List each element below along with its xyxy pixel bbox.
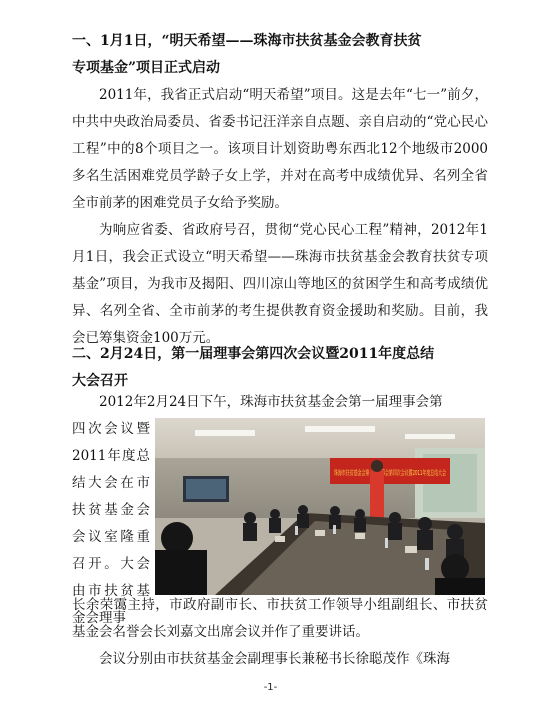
section2-paragraph-wrapped: 四次会议暨2011年度总结大会在市扶贫基金会会议室隆重召开。大会由市扶贫基金会理事 (72, 421, 150, 626)
section2-paragraph-next: 会议分别由市扶贫基金会副理事长兼秘书长徐聪茂作《珠海 (99, 651, 450, 667)
section2-heading-line2: 大会召开 (72, 373, 128, 389)
section2-heading-line1: 二、2月24日，第一届理事会第四次会议暨2011年度总结 (72, 346, 435, 362)
page-number: -1- (263, 682, 278, 693)
section1-paragraph-1: 2011年，我省正式启动“明天希望”项目。这是去年“七一”前夕，中共中央政治局委员、省委书记汪洋亲自点题、亲自启动的“党心民心工程”中的8个项目之一。该项目计划资助粤东西北12个地级市2000多名生活困难党员学龄子女上学，并对在高考中成绩优异、名列全省全市前茅的困难党员子女给予奖励。 (72, 87, 488, 211)
section2-paragraph-rest: 长余荣霭主持，市政府副市长、市扶贫工作领导小组副组长、市扶贫基金会名誉会长刘嘉文出席会议并作了重要讲话。 (72, 597, 488, 640)
meeting-photo (155, 418, 534, 595)
section2-heading (72, 341, 488, 395)
section1-heading (72, 28, 488, 82)
section1-paragraph-2: 为响应省委、省政府号召，贯彻“党心民心工程”精神，2012年1月1日，我会正式设立“明天希望——珠海市扶贫基金会教育扶贫专项基金”项目，为我市及揭阳、四川凉山等地区的贫困学生和高考成绩优异、名列全省、全市前茅的考生提供教育资金援助和奖励。目前，我会已筹集资金100万元。 (72, 222, 488, 346)
banner-text (334, 468, 534, 477)
svg-text:珠海市扶贫基金会第一届理事会第四次会议暨2011年度总结大会: 珠海市扶贫基金会第一届理事会第四次会议暨2011年度总结大会 (334, 469, 534, 477)
section1-heading-line1: 一、1月1日，“明天希望——珠海市扶贫基金会教育扶贫 (72, 33, 422, 49)
section2-paragraph-first-line: 2012年2月24日下午，珠海市扶贫基金会第一届理事会第 (99, 394, 443, 410)
section1-heading-line2: 专项基金”项目正式启动 (72, 60, 221, 76)
